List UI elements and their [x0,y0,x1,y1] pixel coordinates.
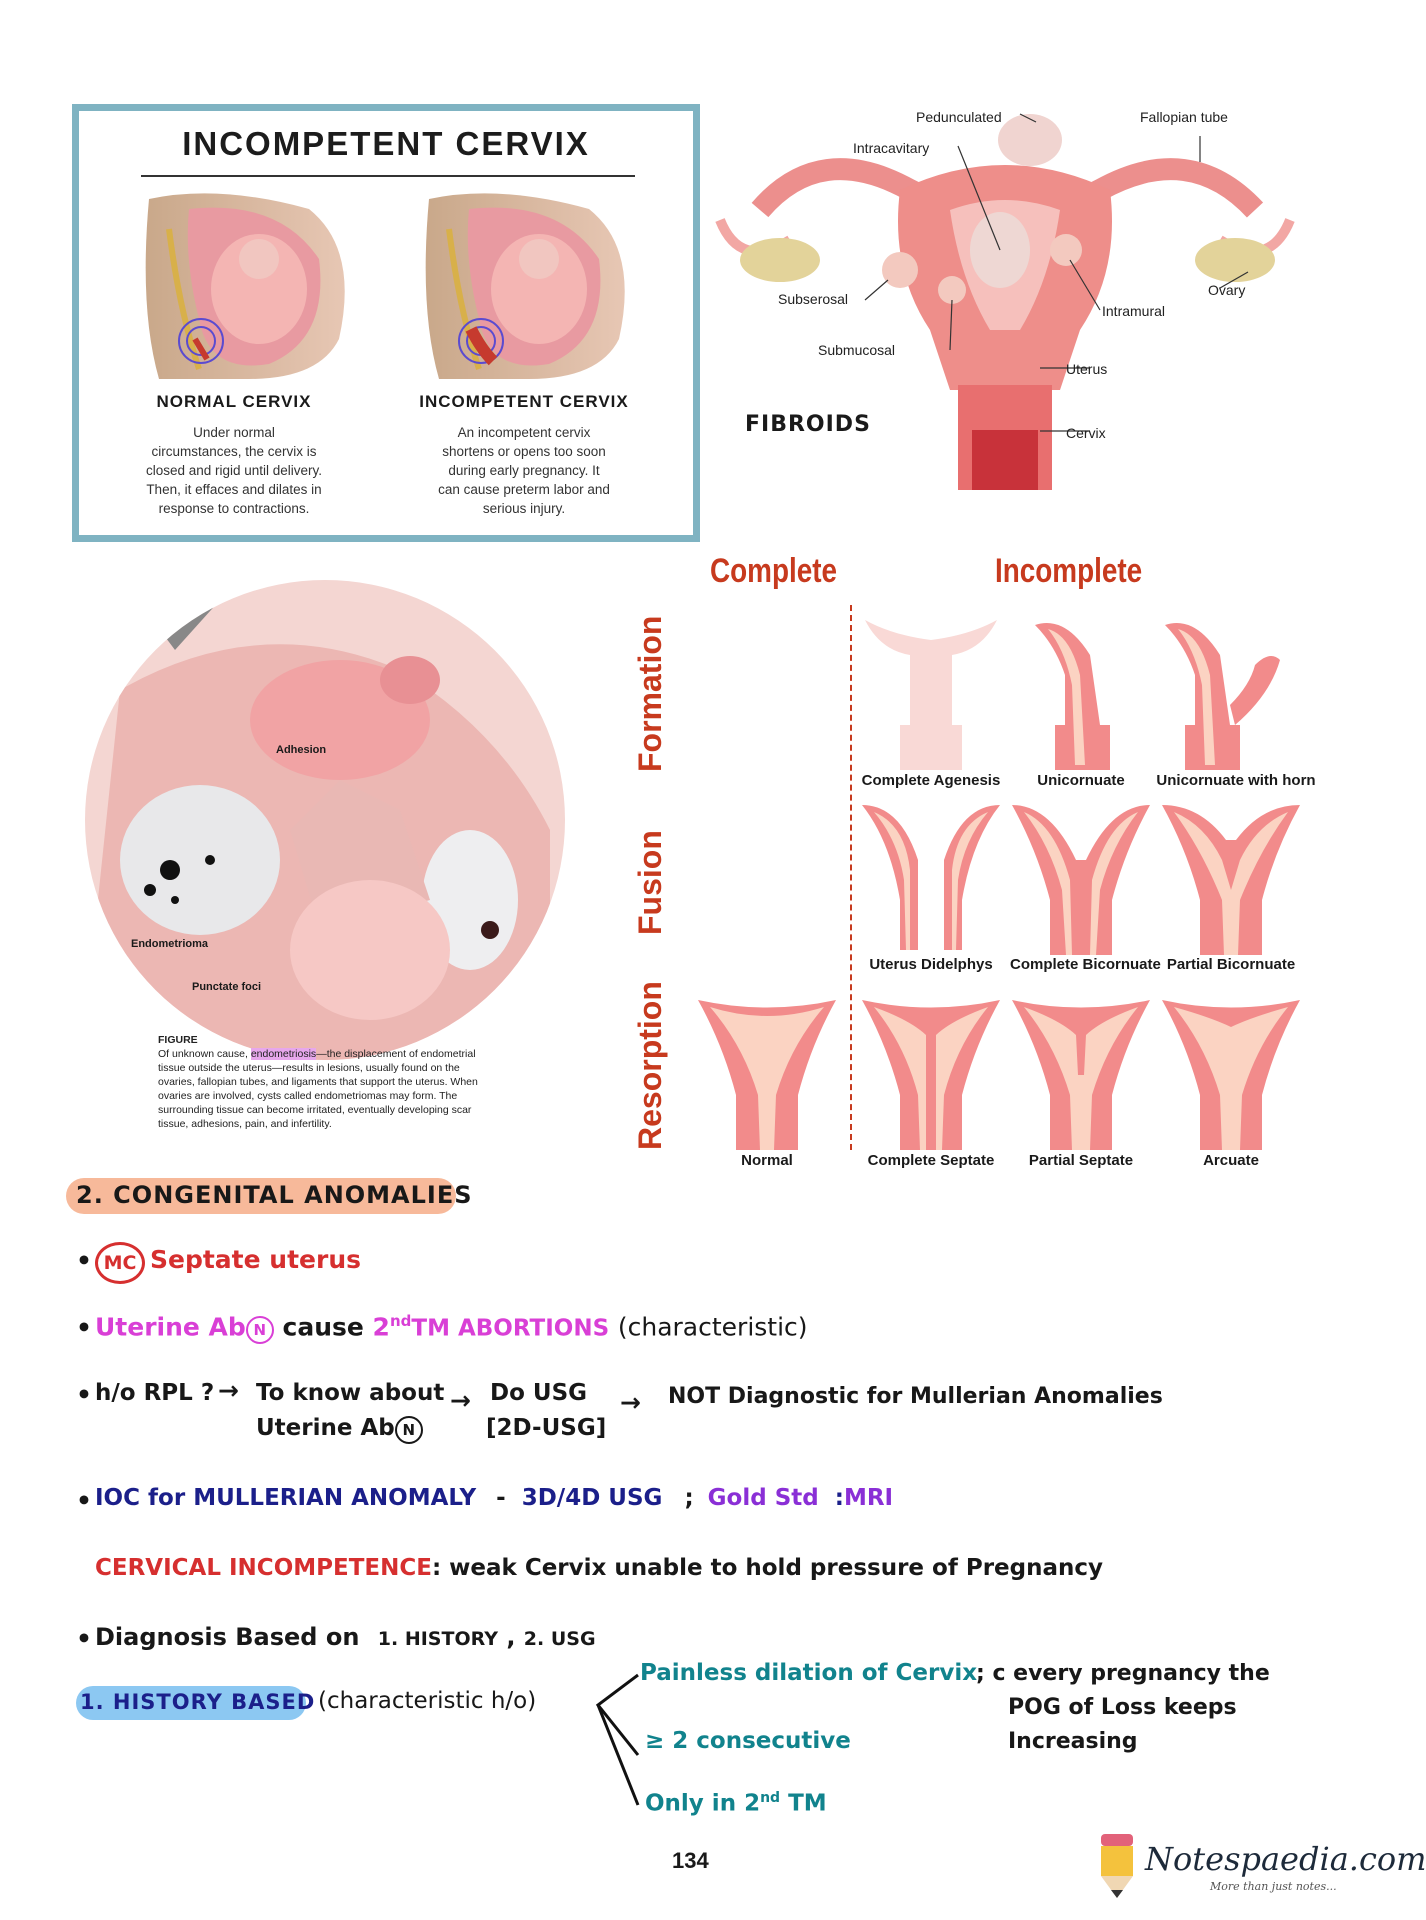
arrow-icon: → [620,1388,641,1417]
section-heading: 2. CONGENITAL ANOMALIES [76,1181,473,1209]
diagram-partial-bicornuate [1160,800,1302,955]
col-header-complete: Complete [710,552,838,590]
label-subserosal: Subserosal [778,291,849,307]
branch-lines [592,1665,642,1815]
bullet: • [76,1624,92,1653]
diagram-partial-septate [1010,995,1152,1150]
caption-complete-septate: Complete Septate [867,1152,995,1169]
row-label-resorption: Resorption [632,981,668,1150]
label-intramural: Intramural [1102,303,1166,319]
pog-of-loss: POG of Loss keeps [1008,1695,1237,1720]
arrow-icon: → [218,1376,239,1405]
normal-cervix-illustration [129,189,359,379]
label-fallopian-tube: Fallopian tube [1140,109,1228,125]
only-2nd-tm: Only in 2nd TM [645,1790,827,1817]
row-label-fusion: Fusion [632,830,668,935]
diagram-uterus-didelphys [860,800,1002,955]
incompetent-cervix-panel [72,104,700,542]
do-usg: Do USG [490,1380,588,1406]
label-adhesion: Adhesion [276,744,327,756]
logo-text: Notespaedia.com [1145,1840,1426,1878]
mc-badge: MC [95,1242,145,1284]
caption-unicornuate: Unicornuate [1037,772,1125,789]
to-know-about: To know about [256,1380,445,1406]
caption-complete-bicornuate: Complete Bicornuate [1010,956,1161,973]
diagram-unicornuate [1030,615,1130,770]
label-pedunculated: Pedunculated [916,109,1002,125]
caption-partial-septate: Partial Septate [1028,1152,1134,1169]
bullet: • [76,1380,92,1409]
diagram-unicornuate-horn [1160,615,1300,770]
bullet: • [76,1246,92,1275]
history-based-label: 1. HISTORY BASED [80,1690,316,1714]
bullet: • [76,1313,92,1342]
diagram-arcuate [1160,995,1302,1150]
incompetent-cervix-description: An incompetent cervix shortens or opens too soon during early pregnancy. It can cause preterm labor and serious injury. [438,425,610,516]
n-circle-icon: N [246,1316,274,1344]
caption-unicornuate-horn: Unicornuate with horn [1156,772,1316,789]
diagram-complete-agenesis [860,615,1002,770]
page-number: 134 [672,1848,709,1873]
label-uterus: Uterus [1066,361,1108,377]
caption-partial-bicornuate: Partial Bicornuate [1166,956,1296,973]
caption-complete-agenesis: Complete Agenesis [861,772,1001,789]
pencil-logo-icon [1095,1830,1139,1900]
normal-cervix-description: Under normal circumstances, the cervix is closed and rigid until delivery. Then, it effaces and dilates in response to contractions. [145,425,323,516]
label-intracavitary: Intracavitary [853,140,930,156]
diagnosis-line: Diagnosis Based on 1. HISTORY , 2. USG [95,1623,596,1651]
fibroids-title: FIBROIDS [745,412,871,437]
caption-arcuate: Arcuate [1203,1152,1259,1169]
painless-dilation: Painless dilation of Cervix [640,1660,978,1686]
incompetent-cervix-heading: INCOMPETENT CERVIX [419,392,629,411]
col-header-incomplete: Incomplete [995,552,1143,590]
label-endometrioma: Endometrioma [131,938,209,950]
highlight-endometriosis: endometriosis [250,1048,317,1060]
caption-uterus-didelphys: Uterus Didelphys [869,956,993,973]
caption-normal: Normal [741,1152,793,1169]
increasing: Increasing [1008,1729,1138,1754]
line2: Uterine Ab N cause 2ndTM ABORTIONS (characteristic) [95,1312,808,1344]
label-submucosal: Submucosal [818,342,896,358]
ioc-line: IOC for MULLERIAN ANOMALY - 3D/4D USG ; Gold Std :MRI [95,1485,894,1511]
not-diagnostic-text: NOT Diagnostic for Mullerian Anomalies [668,1384,1163,1409]
diagram-normal [696,995,838,1150]
normal-cervix-heading: NORMAL CERVIX [156,392,312,411]
septate-uterus-text: Septate uterus [150,1245,361,1274]
bullet: • [76,1486,92,1515]
panel-title: INCOMPETENT CERVIX [182,125,590,162]
chart-divider [850,605,852,1150]
figure-label: FIGURE [158,1034,198,1046]
2d-usg: [2D-USG] [486,1415,607,1441]
endometriosis-caption: FIGURE Of unknown cause, endometriosis—the displacement of endometrial tissue outside the uterus—results in lesions, usually found on the ovaries, fallopian tubes, and ligaments that support the uterus. When ovaries are involved, cysts called endometriomas may form. The surrounding tissue can become irritated, eventually developing scar tissue, adhesions, pain, and infertility. [158,1033,518,1131]
incompetent-cervix-illustration [409,189,639,379]
rpl-text: h/o RPL ? [95,1380,215,1406]
characteristic-h-o: (characteristic h/o) [318,1688,537,1714]
two-consecutive: ≥ 2 consecutive [645,1728,851,1754]
logo-tagline: More than just notes... [1210,1880,1337,1893]
diagram-complete-septate [860,995,1002,1150]
row-label-formation: Formation [632,615,668,772]
label-ovary: Ovary [1208,282,1246,298]
n-circle-icon: N [395,1416,423,1444]
title-divider [141,175,635,177]
uterine-ab: Uterine Ab N [256,1415,423,1444]
diagram-complete-bicornuate [1010,800,1152,955]
label-cervix: Cervix [1066,425,1106,441]
arrow-icon: → [450,1386,471,1415]
endometriosis-illustration [80,570,580,1060]
every-pregnancy: ; c every pregnancy the [976,1661,1270,1686]
label-punctate-foci: Punctate foci [192,981,262,993]
cervical-incompetence-line: CERVICAL INCOMPETENCE: weak Cervix unable to hold pressure of Pregnancy [95,1555,1103,1581]
